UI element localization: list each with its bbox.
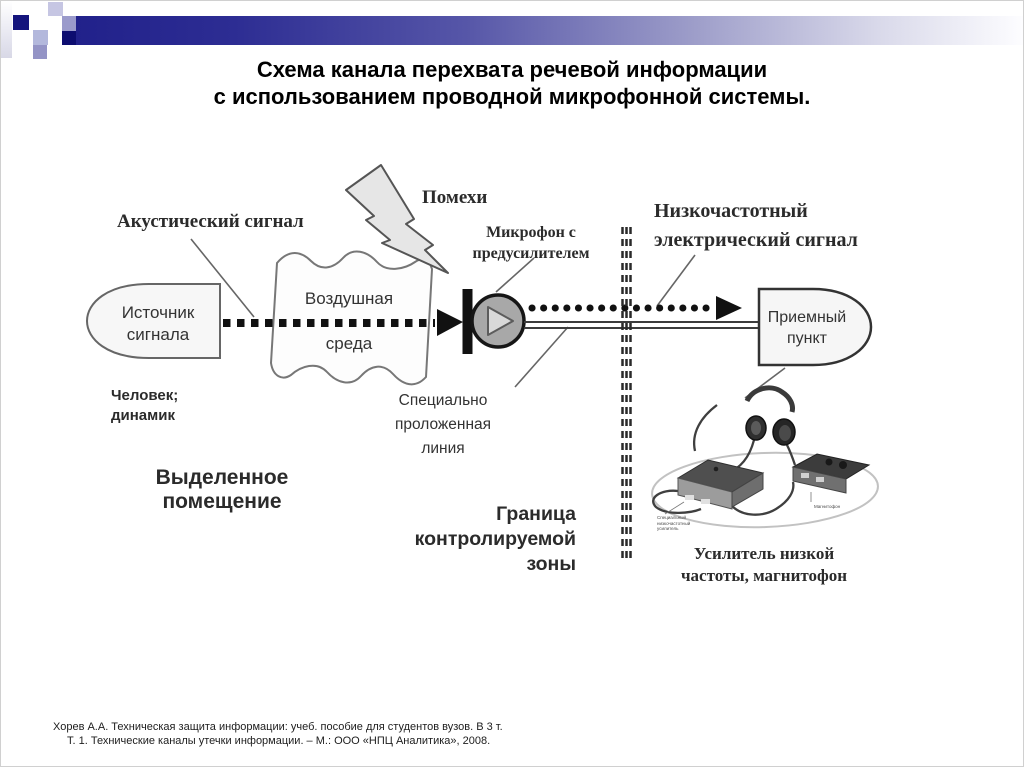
amplifier-knob: [714, 467, 719, 472]
amplifier-connector-1: [685, 495, 694, 500]
amplifier-connector-2: [701, 499, 710, 504]
electric-arrowhead: [716, 296, 742, 320]
dedicated-room-label: Выделенное помещение: [155, 466, 289, 513]
recorder-button-2: [816, 477, 824, 482]
lowfreq-pointer-line: [657, 255, 695, 306]
title-line2: с использованием проводной микрофонной системы.: [213, 84, 811, 109]
controlled-zone-boundary-label: Граница контролируемой зоны: [414, 503, 576, 575]
recorder-reel-2: [839, 461, 847, 469]
equipment-illustration: [651, 388, 879, 531]
signal-source-label: Источник сигнала: [121, 303, 195, 344]
laid-line-pointer-line: [515, 327, 568, 387]
microphone-label: Микрофон с предусилителем: [472, 224, 590, 262]
headphones-left-cup-inner: [751, 421, 761, 435]
boundary-dashed-line: [623, 227, 631, 560]
citation-line2: Т. 1. Технические каналы утечки информации. – М.: ООО «НПЦ Аналитика», 2008.: [67, 735, 491, 747]
citation-line1: Хорев А.А. Техническая защита информации: учеб. пособие для студентов вузов. В 3 т.: [53, 721, 503, 733]
amplifier-small-label: Специальный низкочастотный усилитель: [657, 515, 691, 531]
title-line1: Схема канала перехвата речевой информации: [256, 57, 768, 82]
laid-line-label: Специально проложенная линия: [394, 392, 492, 457]
lowfreq-signal-label: Низкочастотный электрический сигнал: [654, 200, 858, 251]
air-medium-label-line1: Воздушная: [304, 289, 394, 308]
equipment-caption: Усилитель низкой частоты, магнитофон: [680, 544, 848, 585]
wire-curve-1: [694, 405, 717, 451]
recorder-button-1: [801, 473, 809, 478]
person-speaker-label: Человек; динамик: [111, 387, 179, 424]
acoustic-signal-label: Акустический сигнал: [117, 211, 304, 232]
recorder-small-label: Магнитофон: [814, 504, 841, 509]
headphones-band: [747, 388, 793, 412]
interference-label: Помехи: [422, 187, 488, 208]
headphones-right-cup-inner: [779, 425, 791, 441]
receiver-label: Приемный пункт: [767, 309, 847, 347]
air-medium-label-line2: среда: [325, 334, 373, 353]
diagram-graphics: [1, 1, 1024, 767]
wire-curve-5: [787, 445, 795, 465]
acoustic-arrowhead: [437, 309, 463, 336]
recorder-reel-1: [826, 459, 833, 466]
air-medium-shape: [271, 251, 432, 384]
